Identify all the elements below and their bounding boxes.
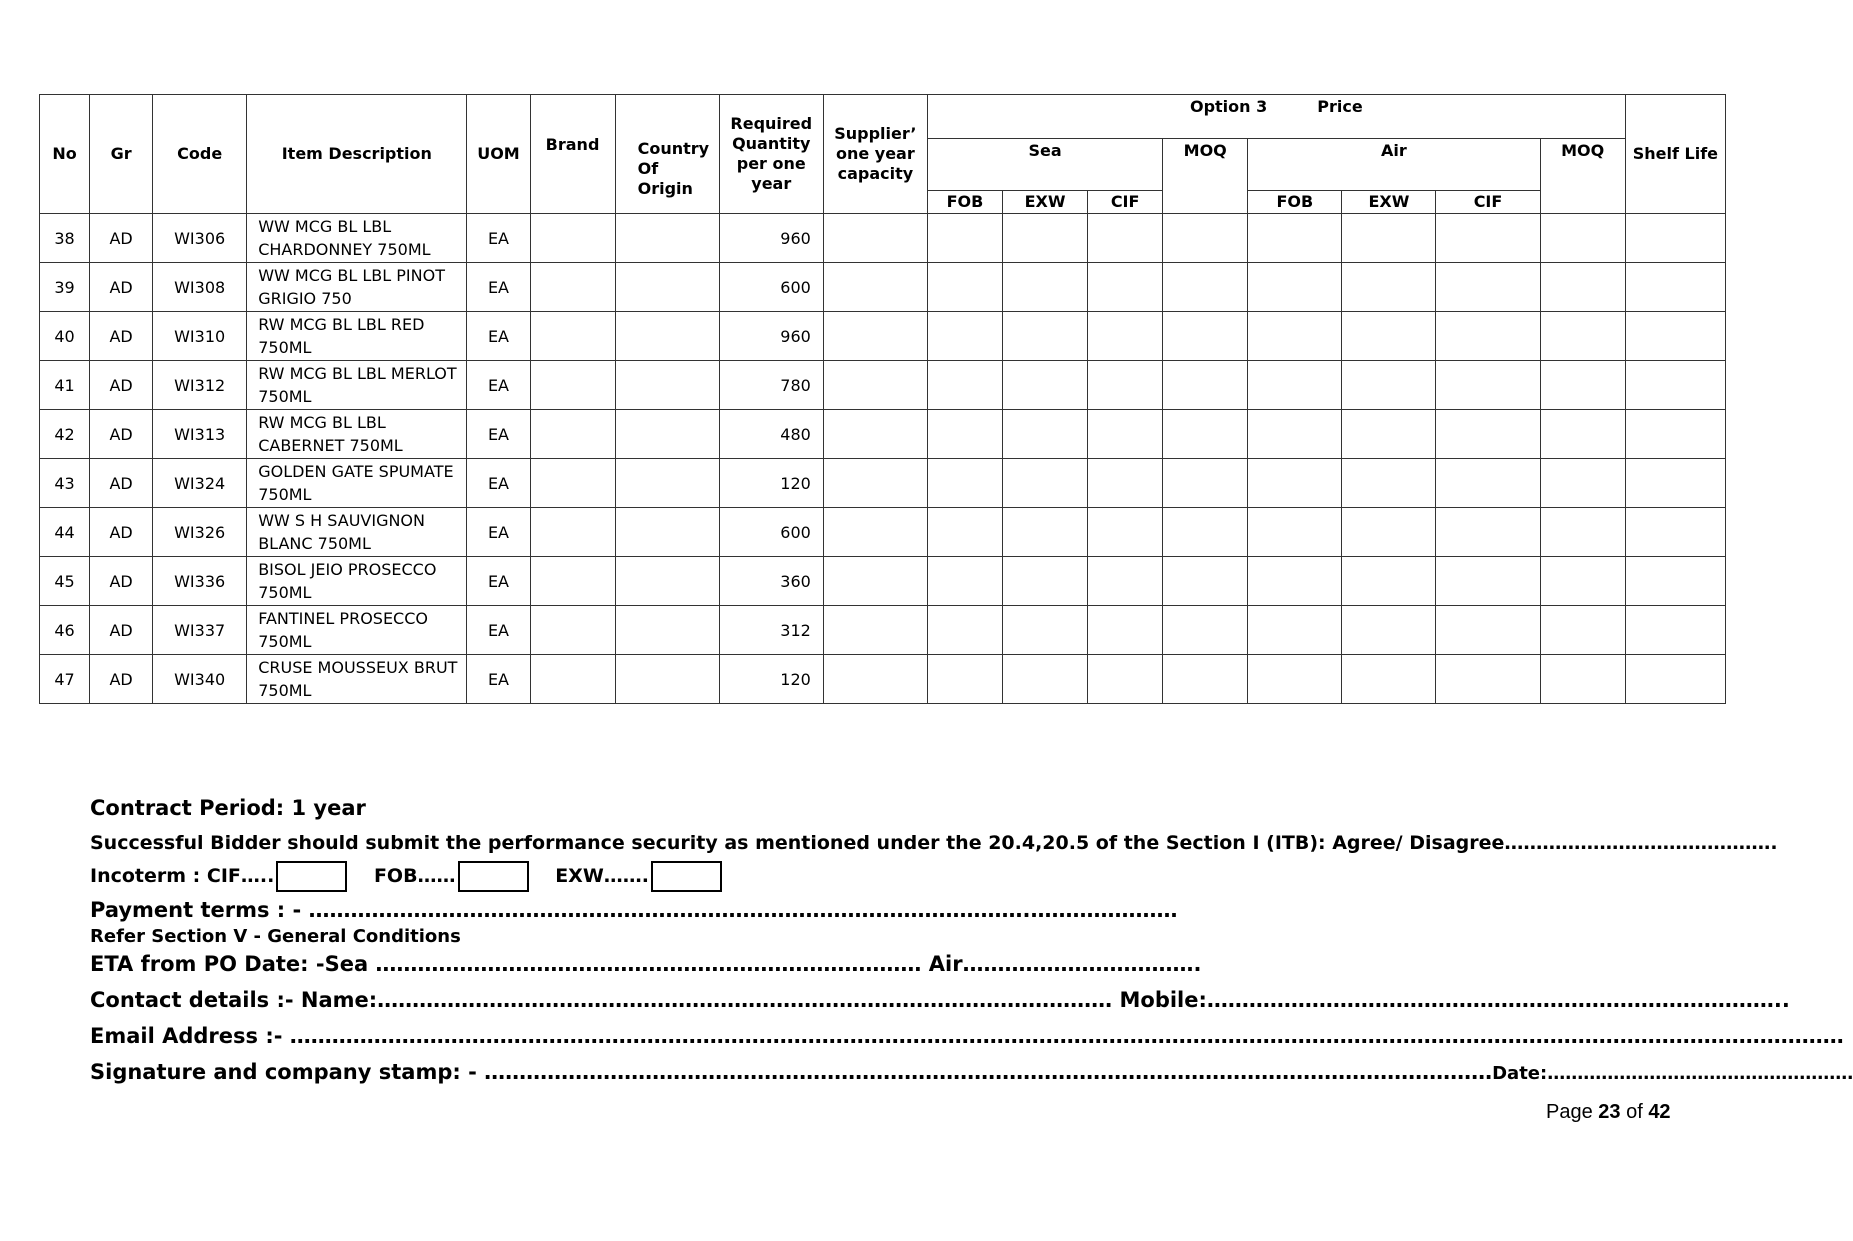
cell-gr: AD <box>90 557 153 606</box>
cell-required-quantity: 312 <box>719 606 823 655</box>
cell-gr: AD <box>90 263 153 312</box>
cell-no: 38 <box>40 214 90 263</box>
cell-country-of-origin[interactable] <box>615 557 719 606</box>
cell-item-description: RW MCG BL LBL MERLOT 750ML <box>247 361 467 410</box>
cell-moq-air[interactable] <box>1540 214 1625 263</box>
cell-moq-air[interactable] <box>1540 655 1625 704</box>
cell-brand[interactable] <box>530 361 615 410</box>
cell-gr: AD <box>90 410 153 459</box>
cell-item-description: GOLDEN GATE SPUMATE 750ML <box>247 459 467 508</box>
cell-air-exw[interactable] <box>1342 655 1436 704</box>
header-option: Option 3 <box>1189 97 1268 116</box>
table-row <box>40 655 1726 704</box>
cell-moq-sea[interactable] <box>1163 508 1248 557</box>
cell-shelf-life[interactable] <box>1625 410 1725 459</box>
cell-sea-cif[interactable] <box>1088 410 1163 459</box>
cell-item-description: CRUSE MOUSSEUX BRUT 750ML <box>247 655 467 704</box>
cell-no: 44 <box>40 508 90 557</box>
cell-supplier-capacity[interactable] <box>823 655 927 704</box>
header-moq-air: MOQ <box>1540 139 1625 214</box>
cell-sea-cif[interactable] <box>1088 459 1163 508</box>
header-gr: Gr <box>90 95 153 214</box>
cell-shelf-life[interactable] <box>1625 655 1725 704</box>
cell-sea-cif[interactable] <box>1088 508 1163 557</box>
cell-air-exw[interactable] <box>1342 214 1436 263</box>
cell-no: 47 <box>40 655 90 704</box>
price-schedule-table <box>39 94 1726 704</box>
table-row <box>40 361 1726 410</box>
cell-item-description: WW S H SAUVIGNON BLANC 750ML <box>247 508 467 557</box>
cell-shelf-life[interactable] <box>1625 361 1725 410</box>
header-shelf-life: Shelf Life <box>1625 95 1725 214</box>
incoterm-cif-label: Incoterm : CIF….. <box>90 865 275 887</box>
cell-sea-cif[interactable] <box>1088 557 1163 606</box>
cell-code: WI312 <box>153 361 247 410</box>
page-number <box>1546 1101 1671 1124</box>
table-body <box>40 214 1726 704</box>
cell-brand[interactable] <box>530 263 615 312</box>
cell-sea-fob[interactable] <box>927 557 1002 606</box>
cell-air-exw[interactable] <box>1342 361 1436 410</box>
cell-gr: AD <box>90 361 153 410</box>
cell-country-of-origin[interactable] <box>615 508 719 557</box>
page-of: of <box>1620 1101 1649 1123</box>
cell-no: 46 <box>40 606 90 655</box>
cell-air-exw[interactable] <box>1342 459 1436 508</box>
header-brand: Brand <box>530 95 615 214</box>
table-row <box>40 410 1726 459</box>
cif-checkbox[interactable] <box>276 861 347 892</box>
cell-sea-fob[interactable] <box>927 263 1002 312</box>
cell-shelf-life[interactable] <box>1625 459 1725 508</box>
cell-moq-sea[interactable] <box>1163 214 1248 263</box>
cell-air-cif[interactable] <box>1436 508 1540 557</box>
cell-sea-exw[interactable] <box>1003 263 1088 312</box>
cell-moq-sea[interactable] <box>1163 606 1248 655</box>
cell-air-fob[interactable] <box>1248 410 1342 459</box>
cell-air-exw[interactable] <box>1342 410 1436 459</box>
cell-shelf-life[interactable] <box>1625 557 1725 606</box>
cell-air-exw[interactable] <box>1342 606 1436 655</box>
cell-country-of-origin[interactable] <box>615 263 719 312</box>
cell-moq-sea[interactable] <box>1163 361 1248 410</box>
header-sea: Sea <box>927 139 1162 191</box>
cell-air-exw[interactable] <box>1342 312 1436 361</box>
cell-no: 41 <box>40 361 90 410</box>
cell-gr: AD <box>90 459 153 508</box>
cell-air-exw[interactable] <box>1342 263 1436 312</box>
cell-air-fob[interactable] <box>1248 508 1342 557</box>
header-supplier-capacity: Supplier’ one year capacity <box>823 95 927 214</box>
cell-no: 43 <box>40 459 90 508</box>
table-row <box>40 557 1726 606</box>
cell-air-cif[interactable] <box>1436 214 1540 263</box>
cell-item-description: WW MCG BL LBL CHARDONNEY 750ML <box>247 214 467 263</box>
cell-code: WI336 <box>153 557 247 606</box>
table-row <box>40 606 1726 655</box>
signature-row <box>90 1060 1853 1084</box>
cell-air-fob[interactable] <box>1248 312 1342 361</box>
cell-moq-sea[interactable] <box>1163 557 1248 606</box>
cell-no: 40 <box>40 312 90 361</box>
cell-sea-fob[interactable] <box>927 312 1002 361</box>
header-code: Code <box>153 95 247 214</box>
cell-supplier-capacity[interactable] <box>823 214 927 263</box>
header-sea-cif: CIF <box>1088 191 1163 214</box>
cell-sea-fob[interactable] <box>927 459 1002 508</box>
cell-uom: EA <box>467 263 530 312</box>
cell-sea-exw[interactable] <box>1003 361 1088 410</box>
cell-sea-exw[interactable] <box>1003 508 1088 557</box>
signature-date: Date:…………………………………………… <box>1492 1063 1853 1084</box>
cell-required-quantity: 600 <box>719 508 823 557</box>
cell-air-cif[interactable] <box>1436 655 1540 704</box>
table-row <box>40 508 1726 557</box>
cell-uom: EA <box>467 606 530 655</box>
cell-air-fob[interactable] <box>1248 557 1342 606</box>
cell-brand[interactable] <box>530 459 615 508</box>
cell-shelf-life[interactable] <box>1625 508 1725 557</box>
cell-air-fob[interactable] <box>1248 655 1342 704</box>
cell-sea-cif[interactable] <box>1088 214 1163 263</box>
cell-sea-exw[interactable] <box>1003 459 1088 508</box>
cell-code: WI340 <box>153 655 247 704</box>
cell-code: WI326 <box>153 508 247 557</box>
performance-security-statement: Successful Bidder should submit the performance security as mentioned under the 20.4,20.5 of the Section I (ITB): Agree/ Disagree……………………………………. <box>90 832 1778 854</box>
cell-moq-air[interactable] <box>1540 312 1625 361</box>
cell-sea-cif[interactable] <box>1088 263 1163 312</box>
page-total: 42 <box>1648 1101 1671 1123</box>
cell-brand[interactable] <box>530 410 615 459</box>
cell-shelf-life[interactable] <box>1625 312 1725 361</box>
header-no: No <box>40 95 90 214</box>
cell-shelf-life[interactable] <box>1625 606 1725 655</box>
contact-details: Contact details :- Name:…………………………………………………………………………………………… Mobile:……………………………………………………………………….. <box>90 988 1790 1012</box>
cell-country-of-origin[interactable] <box>615 361 719 410</box>
cell-brand[interactable] <box>530 214 615 263</box>
cell-no: 39 <box>40 263 90 312</box>
cell-moq-air[interactable] <box>1540 557 1625 606</box>
cell-sea-exw[interactable] <box>1003 410 1088 459</box>
cell-air-fob[interactable] <box>1248 214 1342 263</box>
cell-air-fob[interactable] <box>1248 606 1342 655</box>
cell-required-quantity: 120 <box>719 655 823 704</box>
cell-moq-sea[interactable] <box>1163 410 1248 459</box>
contract-period: Contract Period: 1 year <box>90 796 366 820</box>
cell-sea-cif[interactable] <box>1088 361 1163 410</box>
incoterm-fob-label: FOB…… <box>373 865 456 887</box>
cell-sea-fob[interactable] <box>927 606 1002 655</box>
header-required-quantity: Required Quantity per one year <box>719 95 823 214</box>
cell-uom: EA <box>467 312 530 361</box>
cell-moq-air[interactable] <box>1540 361 1625 410</box>
header-sea-exw: EXW <box>1003 191 1088 214</box>
cell-sea-fob[interactable] <box>927 361 1002 410</box>
cell-country-of-origin[interactable] <box>615 459 719 508</box>
table-row <box>40 214 1726 263</box>
cell-sea-cif[interactable] <box>1088 606 1163 655</box>
header-moq-sea: MOQ <box>1163 139 1248 214</box>
cell-item-description: FANTINEL PROSECCO 750ML <box>247 606 467 655</box>
header-price: Price <box>1317 97 1363 116</box>
payment-terms: Payment terms : - ………………………………………………………………………………………….………………… <box>90 898 1178 922</box>
page-prefix: Page <box>1546 1101 1599 1123</box>
cell-sea-fob[interactable] <box>927 655 1002 704</box>
cell-uom: EA <box>467 557 530 606</box>
incoterm-row <box>90 861 724 892</box>
cell-country-of-origin[interactable] <box>615 606 719 655</box>
cell-brand[interactable] <box>530 606 615 655</box>
cell-required-quantity: 960 <box>719 214 823 263</box>
cell-sea-exw[interactable] <box>1003 312 1088 361</box>
cell-brand[interactable] <box>530 312 615 361</box>
cell-item-description: RW MCG BL LBL RED 750ML <box>247 312 467 361</box>
cell-air-cif[interactable] <box>1436 557 1540 606</box>
cell-sea-fob[interactable] <box>927 508 1002 557</box>
table-row <box>40 459 1726 508</box>
cell-sea-fob[interactable] <box>927 214 1002 263</box>
header-air-cif: CIF <box>1436 191 1540 214</box>
cell-uom: EA <box>467 459 530 508</box>
email-address: Email Address :- …………………………………………………………………………………………………………………………………………………………………………………………………… <box>90 1024 1844 1048</box>
cell-gr: AD <box>90 606 153 655</box>
cell-required-quantity: 600 <box>719 263 823 312</box>
cell-required-quantity: 480 <box>719 410 823 459</box>
cell-brand[interactable] <box>530 557 615 606</box>
cell-sea-fob[interactable] <box>927 410 1002 459</box>
cell-moq-air[interactable] <box>1540 410 1625 459</box>
cell-supplier-capacity[interactable] <box>823 312 927 361</box>
cell-shelf-life[interactable] <box>1625 214 1725 263</box>
eta-from-po-date: ETA from PO Date: -Sea …………………………………………………………………… Air……………………………. <box>90 952 1202 976</box>
cell-uom: EA <box>467 508 530 557</box>
cell-sea-exw[interactable] <box>1003 606 1088 655</box>
cell-required-quantity: 120 <box>719 459 823 508</box>
cell-brand[interactable] <box>530 508 615 557</box>
cell-supplier-capacity[interactable] <box>823 557 927 606</box>
cell-sea-cif[interactable] <box>1088 655 1163 704</box>
cell-code: WI308 <box>153 263 247 312</box>
header-item-description: Item Description <box>247 95 467 214</box>
signature-stamp: Signature and company stamp: - ……………………………………………………………………………………………………………………………… <box>90 1060 1493 1084</box>
cell-supplier-capacity[interactable] <box>823 410 927 459</box>
table-row <box>40 263 1726 312</box>
cell-moq-air[interactable] <box>1540 263 1625 312</box>
cell-required-quantity: 780 <box>719 361 823 410</box>
table-row <box>40 312 1726 361</box>
cell-moq-air[interactable] <box>1540 459 1625 508</box>
page-current: 23 <box>1598 1101 1621 1123</box>
cell-no: 45 <box>40 557 90 606</box>
cell-moq-air[interactable] <box>1540 606 1625 655</box>
cell-air-cif[interactable] <box>1436 606 1540 655</box>
cell-item-description: RW MCG BL LBL CABERNET 750ML <box>247 410 467 459</box>
cell-sea-cif[interactable] <box>1088 312 1163 361</box>
cell-country-of-origin[interactable] <box>615 655 719 704</box>
cell-air-cif[interactable] <box>1436 410 1540 459</box>
cell-shelf-life[interactable] <box>1625 263 1725 312</box>
cell-air-fob[interactable] <box>1248 263 1342 312</box>
cell-supplier-capacity[interactable] <box>823 508 927 557</box>
cell-moq-sea[interactable] <box>1163 655 1248 704</box>
cell-air-cif[interactable] <box>1436 312 1540 361</box>
cell-required-quantity: 360 <box>719 557 823 606</box>
header-uom: UOM <box>467 95 530 214</box>
cell-air-cif[interactable] <box>1436 263 1540 312</box>
cell-item-description: BISOL JEIO PROSECCO 750ML <box>247 557 467 606</box>
cell-air-fob[interactable] <box>1248 459 1342 508</box>
cell-country-of-origin[interactable] <box>615 214 719 263</box>
cell-country-of-origin[interactable] <box>615 312 719 361</box>
cell-code: WI313 <box>153 410 247 459</box>
header-air-fob: FOB <box>1248 191 1342 214</box>
cell-gr: AD <box>90 508 153 557</box>
fob-checkbox[interactable] <box>458 861 529 892</box>
cell-code: WI310 <box>153 312 247 361</box>
cell-moq-air[interactable] <box>1540 508 1625 557</box>
cell-code: WI306 <box>153 214 247 263</box>
cell-supplier-capacity[interactable] <box>823 606 927 655</box>
cell-moq-sea[interactable] <box>1163 263 1248 312</box>
cell-uom: EA <box>467 655 530 704</box>
cell-air-cif[interactable] <box>1436 459 1540 508</box>
cell-gr: AD <box>90 214 153 263</box>
cell-moq-sea[interactable] <box>1163 312 1248 361</box>
cell-sea-exw[interactable] <box>1003 655 1088 704</box>
cell-brand[interactable] <box>530 655 615 704</box>
cell-air-exw[interactable] <box>1342 557 1436 606</box>
cell-required-quantity: 960 <box>719 312 823 361</box>
header-air-exw: EXW <box>1342 191 1436 214</box>
cell-supplier-capacity[interactable] <box>823 459 927 508</box>
cell-code: WI324 <box>153 459 247 508</box>
cell-country-of-origin[interactable] <box>615 410 719 459</box>
cell-air-cif[interactable] <box>1436 361 1540 410</box>
cell-gr: AD <box>90 655 153 704</box>
header-country-of-origin: Country Of Origin <box>615 95 719 214</box>
cell-code: WI337 <box>153 606 247 655</box>
cell-supplier-capacity[interactable] <box>823 263 927 312</box>
cell-air-exw[interactable] <box>1342 508 1436 557</box>
cell-moq-sea[interactable] <box>1163 459 1248 508</box>
cell-sea-exw[interactable] <box>1003 557 1088 606</box>
cell-uom: EA <box>467 410 530 459</box>
cell-no: 42 <box>40 410 90 459</box>
cell-air-fob[interactable] <box>1248 361 1342 410</box>
header-air: Air <box>1248 139 1540 191</box>
header-option-price <box>927 95 1625 139</box>
cell-uom: EA <box>467 361 530 410</box>
incoterm-exw-label: EXW……. <box>555 865 649 887</box>
cell-gr: AD <box>90 312 153 361</box>
cell-item-description: WW MCG BL LBL PINOT GRIGIO 750 <box>247 263 467 312</box>
exw-checkbox[interactable] <box>651 861 722 892</box>
cell-uom: EA <box>467 214 530 263</box>
cell-supplier-capacity[interactable] <box>823 361 927 410</box>
cell-sea-exw[interactable] <box>1003 214 1088 263</box>
refer-section: Refer Section V - General Conditions <box>90 926 461 947</box>
header-sea-fob: FOB <box>927 191 1002 214</box>
